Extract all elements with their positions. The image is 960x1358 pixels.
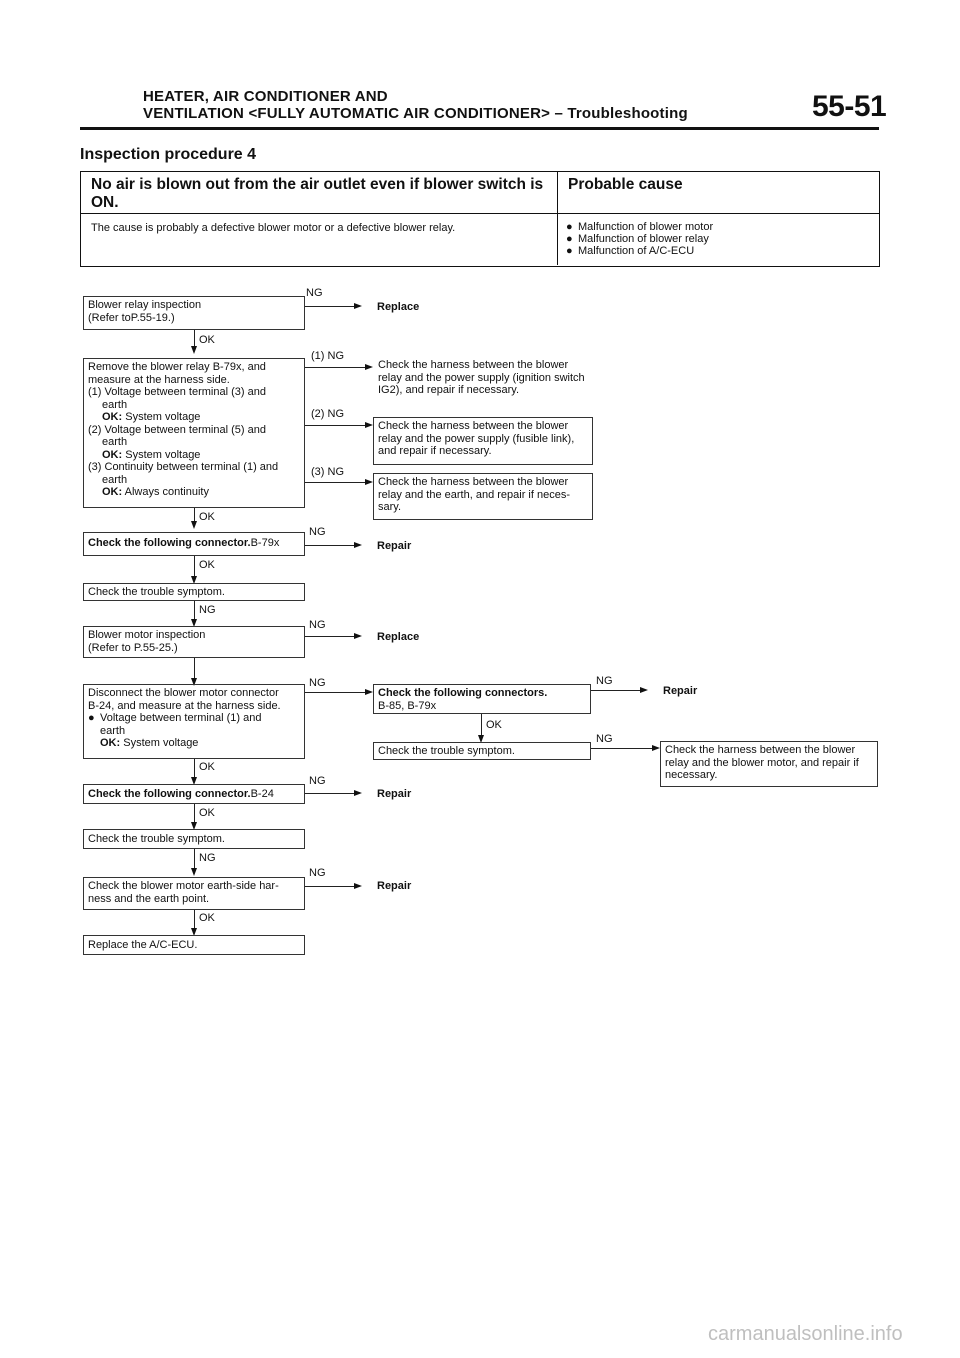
arrow-right-icon <box>365 689 373 695</box>
step-text: measure at the harness side. <box>88 373 230 386</box>
flow-line <box>305 367 367 368</box>
step-blower-motor-inspection <box>83 626 305 658</box>
table-divider-horizontal <box>81 213 879 214</box>
step-check-trouble-symptom-2: Check the trouble symptom. <box>83 829 305 849</box>
flow-line <box>194 556 195 578</box>
step-text: earth <box>100 724 126 737</box>
ok-label: OK <box>199 334 215 346</box>
arrow-down-icon <box>191 868 197 876</box>
flow-line <box>305 425 367 426</box>
flow-line <box>305 306 355 307</box>
arrow-right-icon <box>640 687 648 693</box>
arrow-right-icon <box>354 883 362 889</box>
step-text: (2) Voltage between terminal (5) and <box>88 423 266 436</box>
flow-line <box>591 690 641 691</box>
ng-label: NG <box>309 619 326 631</box>
flow-line <box>194 910 195 930</box>
ng-label: NG <box>309 526 326 538</box>
step-text: earth <box>102 436 128 448</box>
ok-label: OK <box>199 511 215 523</box>
flow-line <box>591 748 653 749</box>
result-repair: Repair <box>377 880 412 892</box>
step-blower-relay-inspection <box>83 296 305 330</box>
flow-line <box>305 636 355 637</box>
arrow-right-icon <box>365 422 373 428</box>
cause-item: ● Malfunction of blower motor <box>566 221 714 233</box>
step-text: Disconnect the blower motor connector <box>88 687 279 699</box>
result-replace: Replace <box>377 631 420 643</box>
result-replace: Replace <box>377 301 420 313</box>
step-disconnect-blower-motor-connector <box>83 684 305 759</box>
result-repair: Repair <box>377 540 412 552</box>
ok-criterion: OK: Always continuity <box>102 486 209 498</box>
result-check-harness-earth: Check the harness between the blower relay and the earth, and repair if neces-sary. <box>373 473 593 520</box>
cause-item: ● Malfunction of A/C-ECU <box>566 245 695 257</box>
step-text: (Refer toP.55-19.) <box>88 311 175 324</box>
step-check-trouble-symptom: Check the trouble symptom. <box>83 583 305 601</box>
ng-label: NG <box>309 677 326 689</box>
cause-item: ● Malfunction of blower relay <box>566 233 709 245</box>
watermark: carmanualsonline.info <box>708 1323 903 1345</box>
ok-label: OK <box>199 807 215 819</box>
result-repair: Repair <box>663 685 698 697</box>
step-check-connector-b24: Check the following connector.B-24 <box>83 784 305 804</box>
flow-line <box>194 601 195 621</box>
header-rule <box>80 127 879 130</box>
arrow-right-icon <box>354 542 362 548</box>
ok-criterion: OK: System voltage <box>102 448 201 461</box>
flow-line <box>194 849 195 870</box>
ok-label: OK <box>199 761 215 773</box>
step-check-earth-side-harness: Check the blower motor earth-side har-ness and the earth point. <box>83 877 305 910</box>
step-text: (1) Voltage between terminal (3) and <box>88 386 266 398</box>
flow-line <box>305 482 367 483</box>
step-check-trouble-symptom-branch: Check the trouble symptom. <box>373 742 591 760</box>
arrow-right-icon <box>652 745 660 751</box>
step-text: B-85, B-79x <box>378 699 437 712</box>
ok-criterion: OK: System voltage <box>100 737 199 749</box>
probable-cause-header: Probable cause <box>568 176 683 193</box>
arrow-right-icon <box>365 364 373 370</box>
arrow-down-icon <box>191 346 197 354</box>
step-text: Blower motor inspection <box>88 629 206 641</box>
step-text: Blower relay inspection <box>88 299 202 311</box>
cause-description: The cause is probably a defective blower motor or a defective blower relay. <box>91 222 456 234</box>
step-check-connector-b79x: Check the following connector.B-79x <box>83 532 305 556</box>
arrow-down-icon <box>191 521 197 529</box>
ng-label: NG <box>309 867 326 879</box>
result-repair: Repair <box>377 788 412 800</box>
flow-line <box>305 886 355 887</box>
ng-label: (1) NG <box>311 350 344 362</box>
result-check-harness-fusible-link: Check the harness between the blower relay and the power supply (fusible link), and repair if necessary. <box>373 417 593 465</box>
header-line-2: VENTILATION <FULLY AUTOMATIC AIR CONDITIONER> – Troubleshooting <box>143 105 688 122</box>
step-text: earth <box>102 473 128 486</box>
ok-criterion: OK: System voltage <box>102 411 201 423</box>
ng-label: NG <box>199 852 216 864</box>
ok-label: OK <box>199 912 215 924</box>
arrow-right-icon <box>354 303 362 309</box>
page-number: 55-51 <box>812 90 887 123</box>
flow-line <box>305 692 367 693</box>
result-check-harness-ig2: Check the harness between the blower relay and the power supply (ignition switch IG2), and repair if necessary. <box>378 359 585 396</box>
step-text: earth <box>102 398 128 411</box>
ng-label: NG <box>596 733 613 745</box>
header-line-1: HEATER, AIR CONDITIONER AND <box>143 88 388 105</box>
ok-label: OK <box>199 559 215 571</box>
ok-label: OK <box>486 719 502 731</box>
flow-line <box>194 804 195 824</box>
ng-label: NG <box>306 287 323 299</box>
ng-label: NG <box>596 675 613 687</box>
result-check-harness-relay-motor: Check the harness between the blower relay and the blower motor, and repair if necessary. <box>660 741 878 787</box>
step-check-connectors-b85-b79x: Check the following connectors. B-85, B-79x <box>373 684 591 714</box>
step-text: ● Voltage between terminal (1) and <box>88 712 262 724</box>
step-text: (Refer to P.55-25.) <box>88 641 178 654</box>
flow-line <box>481 714 482 737</box>
section-title: Inspection procedure 4 <box>80 146 257 163</box>
flow-line <box>194 658 195 680</box>
table-divider-vertical <box>557 172 558 265</box>
ng-label: (2) NG <box>311 408 344 420</box>
step-text: (3) Continuity between terminal (1) and <box>88 461 279 473</box>
arrow-right-icon <box>354 790 362 796</box>
ng-label: (3) NG <box>311 466 344 478</box>
step-text: Remove the blower relay B-79x, and <box>88 361 266 373</box>
flow-line <box>194 759 195 779</box>
symptom-text: No air is blown out from the air outlet even if blower switch is ON. <box>91 176 544 211</box>
flow-line <box>305 793 355 794</box>
step-text: B-24, and measure at the harness side. <box>88 699 281 712</box>
flow-line <box>305 545 355 546</box>
arrow-right-icon <box>365 479 373 485</box>
ng-label: NG <box>199 604 216 616</box>
ng-label: NG <box>309 775 326 787</box>
cause-list <box>566 221 713 257</box>
arrow-right-icon <box>354 633 362 639</box>
step-remove-blower-relay <box>83 358 305 508</box>
step-replace-ac-ecu: Replace the A/C-ECU. <box>83 935 305 955</box>
